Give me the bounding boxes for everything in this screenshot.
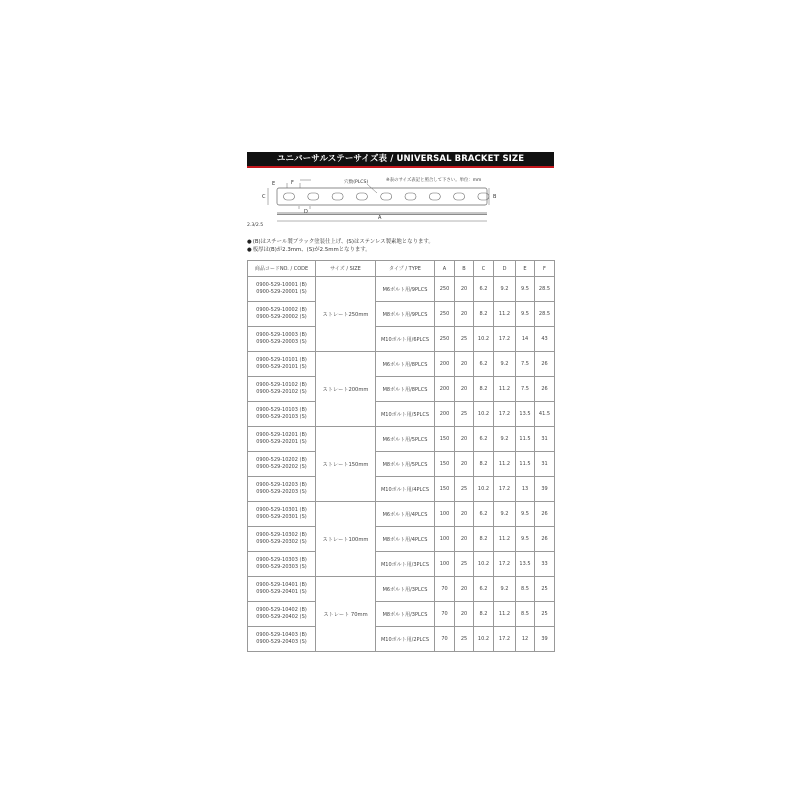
dim-a-cell: 200 bbox=[435, 352, 455, 377]
dim-b-cell: 20 bbox=[455, 427, 474, 452]
dim-b-cell: 25 bbox=[455, 402, 474, 427]
product-code-cell bbox=[248, 402, 316, 427]
dim-b-cell: 25 bbox=[455, 627, 474, 652]
dim-a-cell: 150 bbox=[435, 477, 455, 502]
bracket-hole bbox=[284, 193, 295, 200]
dim-b-cell: 20 bbox=[455, 277, 474, 302]
dim-a-cell: 200 bbox=[435, 377, 455, 402]
dim-d-cell: 9.2 bbox=[494, 502, 516, 527]
column-header: サイズ / SIZE bbox=[316, 261, 376, 277]
bracket-hole bbox=[381, 193, 392, 200]
dim-f-cell: 33 bbox=[535, 552, 555, 577]
dim-b-cell: 25 bbox=[455, 477, 474, 502]
dim-label-c: C bbox=[262, 194, 266, 200]
code-black: 0900-529-10003 (B) bbox=[256, 331, 307, 338]
type-cell: M6ボルト用/8PLCS bbox=[376, 352, 435, 377]
dim-a-cell: 70 bbox=[435, 602, 455, 627]
note-thickness: 板厚は(B)が2.3mm、(S)が2.5mmとなります。 bbox=[252, 247, 371, 253]
size-cell: ストレート200mm bbox=[316, 352, 376, 427]
product-code-cell bbox=[248, 527, 316, 552]
type-cell: M8ボルト用/9PLCS bbox=[376, 302, 435, 327]
bracket-hole bbox=[405, 193, 416, 200]
dim-a-cell: 200 bbox=[435, 402, 455, 427]
dim-c-cell: 6.2 bbox=[474, 277, 494, 302]
dim-f-cell: 43 bbox=[535, 327, 555, 352]
dim-d-cell: 11.2 bbox=[494, 452, 516, 477]
dim-b-cell: 25 bbox=[455, 552, 474, 577]
code-stainless: 0900-529-20301 (S) bbox=[256, 514, 307, 520]
dim-d-cell: 9.2 bbox=[494, 277, 516, 302]
product-code-cell bbox=[248, 277, 316, 302]
dim-c-cell: 10.2 bbox=[474, 402, 494, 427]
code-black: 0900-529-10302 (B) bbox=[256, 531, 307, 538]
dim-a-cell: 100 bbox=[435, 502, 455, 527]
code-stainless: 0900-529-20102 (S) bbox=[256, 389, 307, 395]
dim-c-cell: 10.2 bbox=[474, 552, 494, 577]
dim-a-cell: 250 bbox=[435, 302, 455, 327]
product-code-cell bbox=[248, 377, 316, 402]
code-black: 0900-529-10303 (B) bbox=[256, 556, 307, 563]
code-stainless: 0900-529-20002 (S) bbox=[256, 314, 307, 320]
bracket-hole bbox=[454, 193, 465, 200]
dim-f-cell: 28.5 bbox=[535, 277, 555, 302]
bracket-hole bbox=[332, 193, 343, 200]
type-cell: M6ボルト用/9PLCS bbox=[376, 277, 435, 302]
type-cell: M6ボルト用/5PLCS bbox=[376, 427, 435, 452]
code-stainless: 0900-529-20003 (S) bbox=[256, 339, 307, 345]
dim-label-b: B bbox=[493, 194, 497, 200]
dim-d-cell: 9.2 bbox=[494, 427, 516, 452]
dim-e-cell: 7.5 bbox=[516, 352, 535, 377]
size-cell: ストレート250mm bbox=[316, 277, 376, 352]
code-black: 0900-529-10203 (B) bbox=[256, 481, 307, 488]
code-black: 0900-529-10301 (B) bbox=[256, 506, 307, 513]
dim-b-cell: 20 bbox=[455, 527, 474, 552]
table-body bbox=[248, 277, 555, 652]
dim-d-cell: 17.2 bbox=[494, 477, 516, 502]
table-header-row bbox=[248, 261, 555, 277]
dim-a-cell: 100 bbox=[435, 552, 455, 577]
dim-e-cell: 8.5 bbox=[516, 577, 535, 602]
code-black: 0900-529-10202 (B) bbox=[256, 456, 307, 463]
bracket-shape bbox=[277, 188, 487, 215]
type-cell: M8ボルト用/3PLCS bbox=[376, 602, 435, 627]
code-stainless: 0900-529-20201 (S) bbox=[256, 439, 307, 445]
table-row bbox=[248, 352, 555, 377]
dim-c-cell: 6.2 bbox=[474, 352, 494, 377]
code-stainless: 0900-529-20203 (S) bbox=[256, 489, 307, 495]
table-row bbox=[248, 327, 555, 352]
product-code-cell bbox=[248, 502, 316, 527]
dim-d-cell: 11.2 bbox=[494, 602, 516, 627]
type-cell: M10ボルト用/4PLCS bbox=[376, 477, 435, 502]
table-row bbox=[248, 502, 555, 527]
bracket-diagram bbox=[247, 175, 554, 235]
dim-b-cell: 20 bbox=[455, 452, 474, 477]
code-stainless: 0900-529-20001 (S) bbox=[256, 289, 307, 295]
code-black: 0900-529-10002 (B) bbox=[256, 306, 307, 313]
bracket-holes bbox=[284, 193, 489, 200]
table-row bbox=[248, 302, 555, 327]
product-code-cell bbox=[248, 302, 316, 327]
dim-e-cell: 9.5 bbox=[516, 527, 535, 552]
dim-f-cell: 26 bbox=[535, 377, 555, 402]
dim-e-cell: 12 bbox=[516, 627, 535, 652]
size-table bbox=[247, 260, 555, 652]
dim-c-cell: 6.2 bbox=[474, 427, 494, 452]
column-header: F bbox=[535, 261, 555, 277]
code-black: 0900-529-10402 (B) bbox=[256, 606, 307, 613]
dim-e-cell: 9.5 bbox=[516, 502, 535, 527]
type-cell: M6ボルト用/3PLCS bbox=[376, 577, 435, 602]
type-cell: M8ボルト用/5PLCS bbox=[376, 452, 435, 477]
dim-e-cell: 11.5 bbox=[516, 452, 535, 477]
table-row bbox=[248, 627, 555, 652]
dim-d-cell: 11.2 bbox=[494, 302, 516, 327]
type-cell: M10ボルト用/3PLCS bbox=[376, 552, 435, 577]
dim-d-cell: 17.2 bbox=[494, 552, 516, 577]
table-row bbox=[248, 577, 555, 602]
code-stainless: 0900-529-20403 (S) bbox=[256, 639, 307, 645]
dim-a-cell: 150 bbox=[435, 452, 455, 477]
dim-d-cell: 9.2 bbox=[494, 352, 516, 377]
code-black: 0900-529-10403 (B) bbox=[256, 631, 307, 638]
table-row bbox=[248, 427, 555, 452]
dim-d-cell: 17.2 bbox=[494, 327, 516, 352]
dim-e-cell: 13.5 bbox=[516, 402, 535, 427]
table-row bbox=[248, 552, 555, 577]
unit-note: ※表のサイズ表記と照合して下さい。単位：mm bbox=[386, 178, 482, 183]
dim-c-cell: 10.2 bbox=[474, 477, 494, 502]
dim-d-cell: 11.2 bbox=[494, 377, 516, 402]
size-cell: ストレート100mm bbox=[316, 502, 376, 577]
dim-b-cell: 20 bbox=[455, 352, 474, 377]
dim-c-cell: 6.2 bbox=[474, 502, 494, 527]
dim-f-cell: 25 bbox=[535, 602, 555, 627]
dim-e-cell: 9.5 bbox=[516, 277, 535, 302]
code-black: 0900-529-10401 (B) bbox=[256, 581, 307, 588]
column-header: 商品コードNO. / CODE bbox=[248, 261, 316, 277]
code-black: 0900-529-10101 (B) bbox=[256, 356, 307, 363]
dim-label-e: E bbox=[272, 181, 276, 187]
type-cell: M10ボルト用/2PLCS bbox=[376, 627, 435, 652]
column-header: E bbox=[516, 261, 535, 277]
dim-d-cell: 11.2 bbox=[494, 527, 516, 552]
bracket-hole bbox=[308, 193, 319, 200]
type-cell: M10ボルト用/6PLCS bbox=[376, 327, 435, 352]
code-stainless: 0900-529-20101 (S) bbox=[256, 364, 307, 370]
product-code-cell bbox=[248, 552, 316, 577]
dim-c-cell: 8.2 bbox=[474, 602, 494, 627]
dim-f-cell: 41.5 bbox=[535, 402, 555, 427]
dim-b-cell: 20 bbox=[455, 502, 474, 527]
code-stainless: 0900-529-20303 (S) bbox=[256, 564, 307, 570]
column-header: B bbox=[455, 261, 474, 277]
code-stainless: 0900-529-20401 (S) bbox=[256, 589, 307, 595]
thickness-label: 2.3/2.5 bbox=[247, 223, 264, 228]
size-cell: ストレート 70mm bbox=[316, 577, 376, 652]
dim-b-cell: 20 bbox=[455, 377, 474, 402]
dim-c-cell: 8.2 bbox=[474, 377, 494, 402]
product-code-cell bbox=[248, 477, 316, 502]
dim-f-cell: 26 bbox=[535, 352, 555, 377]
dim-f-cell: 26 bbox=[535, 502, 555, 527]
dim-d-cell: 9.2 bbox=[494, 577, 516, 602]
column-header: A bbox=[435, 261, 455, 277]
type-cell: M8ボルト用/4PLCS bbox=[376, 527, 435, 552]
dim-c-cell: 8.2 bbox=[474, 302, 494, 327]
dim-label-d: D bbox=[304, 209, 308, 215]
dim-b-cell: 25 bbox=[455, 327, 474, 352]
dim-b-cell: 20 bbox=[455, 577, 474, 602]
size-cell: ストレート150mm bbox=[316, 427, 376, 502]
dim-a-cell: 70 bbox=[435, 577, 455, 602]
dim-e-cell: 11.5 bbox=[516, 427, 535, 452]
product-code-cell bbox=[248, 352, 316, 377]
column-header: D bbox=[494, 261, 516, 277]
dim-c-cell: 8.2 bbox=[474, 527, 494, 552]
dim-a-cell: 250 bbox=[435, 327, 455, 352]
code-stainless: 0900-529-20202 (S) bbox=[256, 464, 307, 470]
code-stainless: 0900-529-20103 (S) bbox=[256, 414, 307, 420]
product-code-cell bbox=[248, 577, 316, 602]
code-stainless: 0900-529-20302 (S) bbox=[256, 539, 307, 545]
dim-e-cell: 9.5 bbox=[516, 302, 535, 327]
type-cell: M6ボルト用/4PLCS bbox=[376, 502, 435, 527]
table-row bbox=[248, 377, 555, 402]
table-row bbox=[248, 402, 555, 427]
type-cell: M10ボルト用/5PLCS bbox=[376, 402, 435, 427]
dim-b-cell: 20 bbox=[455, 302, 474, 327]
bracket-hole bbox=[429, 193, 440, 200]
table-row bbox=[248, 452, 555, 477]
dim-c-cell: 6.2 bbox=[474, 577, 494, 602]
table-row bbox=[248, 602, 555, 627]
dim-d-cell: 17.2 bbox=[494, 402, 516, 427]
code-black: 0900-529-10103 (B) bbox=[256, 406, 307, 413]
dim-e-cell: 8.5 bbox=[516, 602, 535, 627]
code-black: 0900-529-10201 (B) bbox=[256, 431, 307, 438]
column-header: C bbox=[474, 261, 494, 277]
table-row bbox=[248, 527, 555, 552]
dim-b-cell: 20 bbox=[455, 602, 474, 627]
dim-f-cell: 26 bbox=[535, 527, 555, 552]
dim-f-cell: 31 bbox=[535, 452, 555, 477]
column-header: タイプ / TYPE bbox=[376, 261, 435, 277]
hole-count-label: 穴数(PLCS) bbox=[344, 180, 369, 185]
dim-e-cell: 7.5 bbox=[516, 377, 535, 402]
dim-a-cell: 250 bbox=[435, 277, 455, 302]
code-black: 0900-529-10001 (B) bbox=[256, 281, 307, 288]
dim-d-cell: 17.2 bbox=[494, 627, 516, 652]
dim-f-cell: 28.5 bbox=[535, 302, 555, 327]
dim-a-cell: 150 bbox=[435, 427, 455, 452]
dim-label-a: A bbox=[378, 215, 382, 221]
bracket-hole bbox=[356, 193, 367, 200]
dim-e-cell: 13 bbox=[516, 477, 535, 502]
dim-a-cell: 100 bbox=[435, 527, 455, 552]
product-code-cell bbox=[248, 452, 316, 477]
product-code-cell bbox=[248, 602, 316, 627]
dim-a-cell: 70 bbox=[435, 627, 455, 652]
note-finish: (B)はスチール製ブラック塗装仕上げ、(S)はステンレス製素地となります。 bbox=[252, 239, 434, 245]
dim-f-cell: 31 bbox=[535, 427, 555, 452]
page-title: ユニバーサルステーサイズ表 / UNIVERSAL BRACKET SIZE bbox=[247, 152, 554, 168]
dim-e-cell: 14 bbox=[516, 327, 535, 352]
dim-c-cell: 10.2 bbox=[474, 327, 494, 352]
dim-f-cell: 39 bbox=[535, 627, 555, 652]
type-cell: M8ボルト用/8PLCS bbox=[376, 377, 435, 402]
dim-label-f: F bbox=[291, 180, 294, 186]
table-row bbox=[248, 477, 555, 502]
product-code-cell bbox=[248, 427, 316, 452]
dim-f-cell: 39 bbox=[535, 477, 555, 502]
product-code-cell bbox=[248, 627, 316, 652]
dim-e-cell: 13.5 bbox=[516, 552, 535, 577]
table-row bbox=[248, 277, 555, 302]
code-stainless: 0900-529-20402 (S) bbox=[256, 614, 307, 620]
notes: ●(B)はスチール製ブラック塗装仕上げ、(S)はステンレス製素地となります。 ●板厚は(B)が2.3mm、(S)が2.5mmとなります。 bbox=[247, 239, 434, 253]
dim-c-cell: 8.2 bbox=[474, 452, 494, 477]
product-code-cell bbox=[248, 327, 316, 352]
code-black: 0900-529-10102 (B) bbox=[256, 381, 307, 388]
dim-c-cell: 10.2 bbox=[474, 627, 494, 652]
dim-f-cell: 25 bbox=[535, 577, 555, 602]
